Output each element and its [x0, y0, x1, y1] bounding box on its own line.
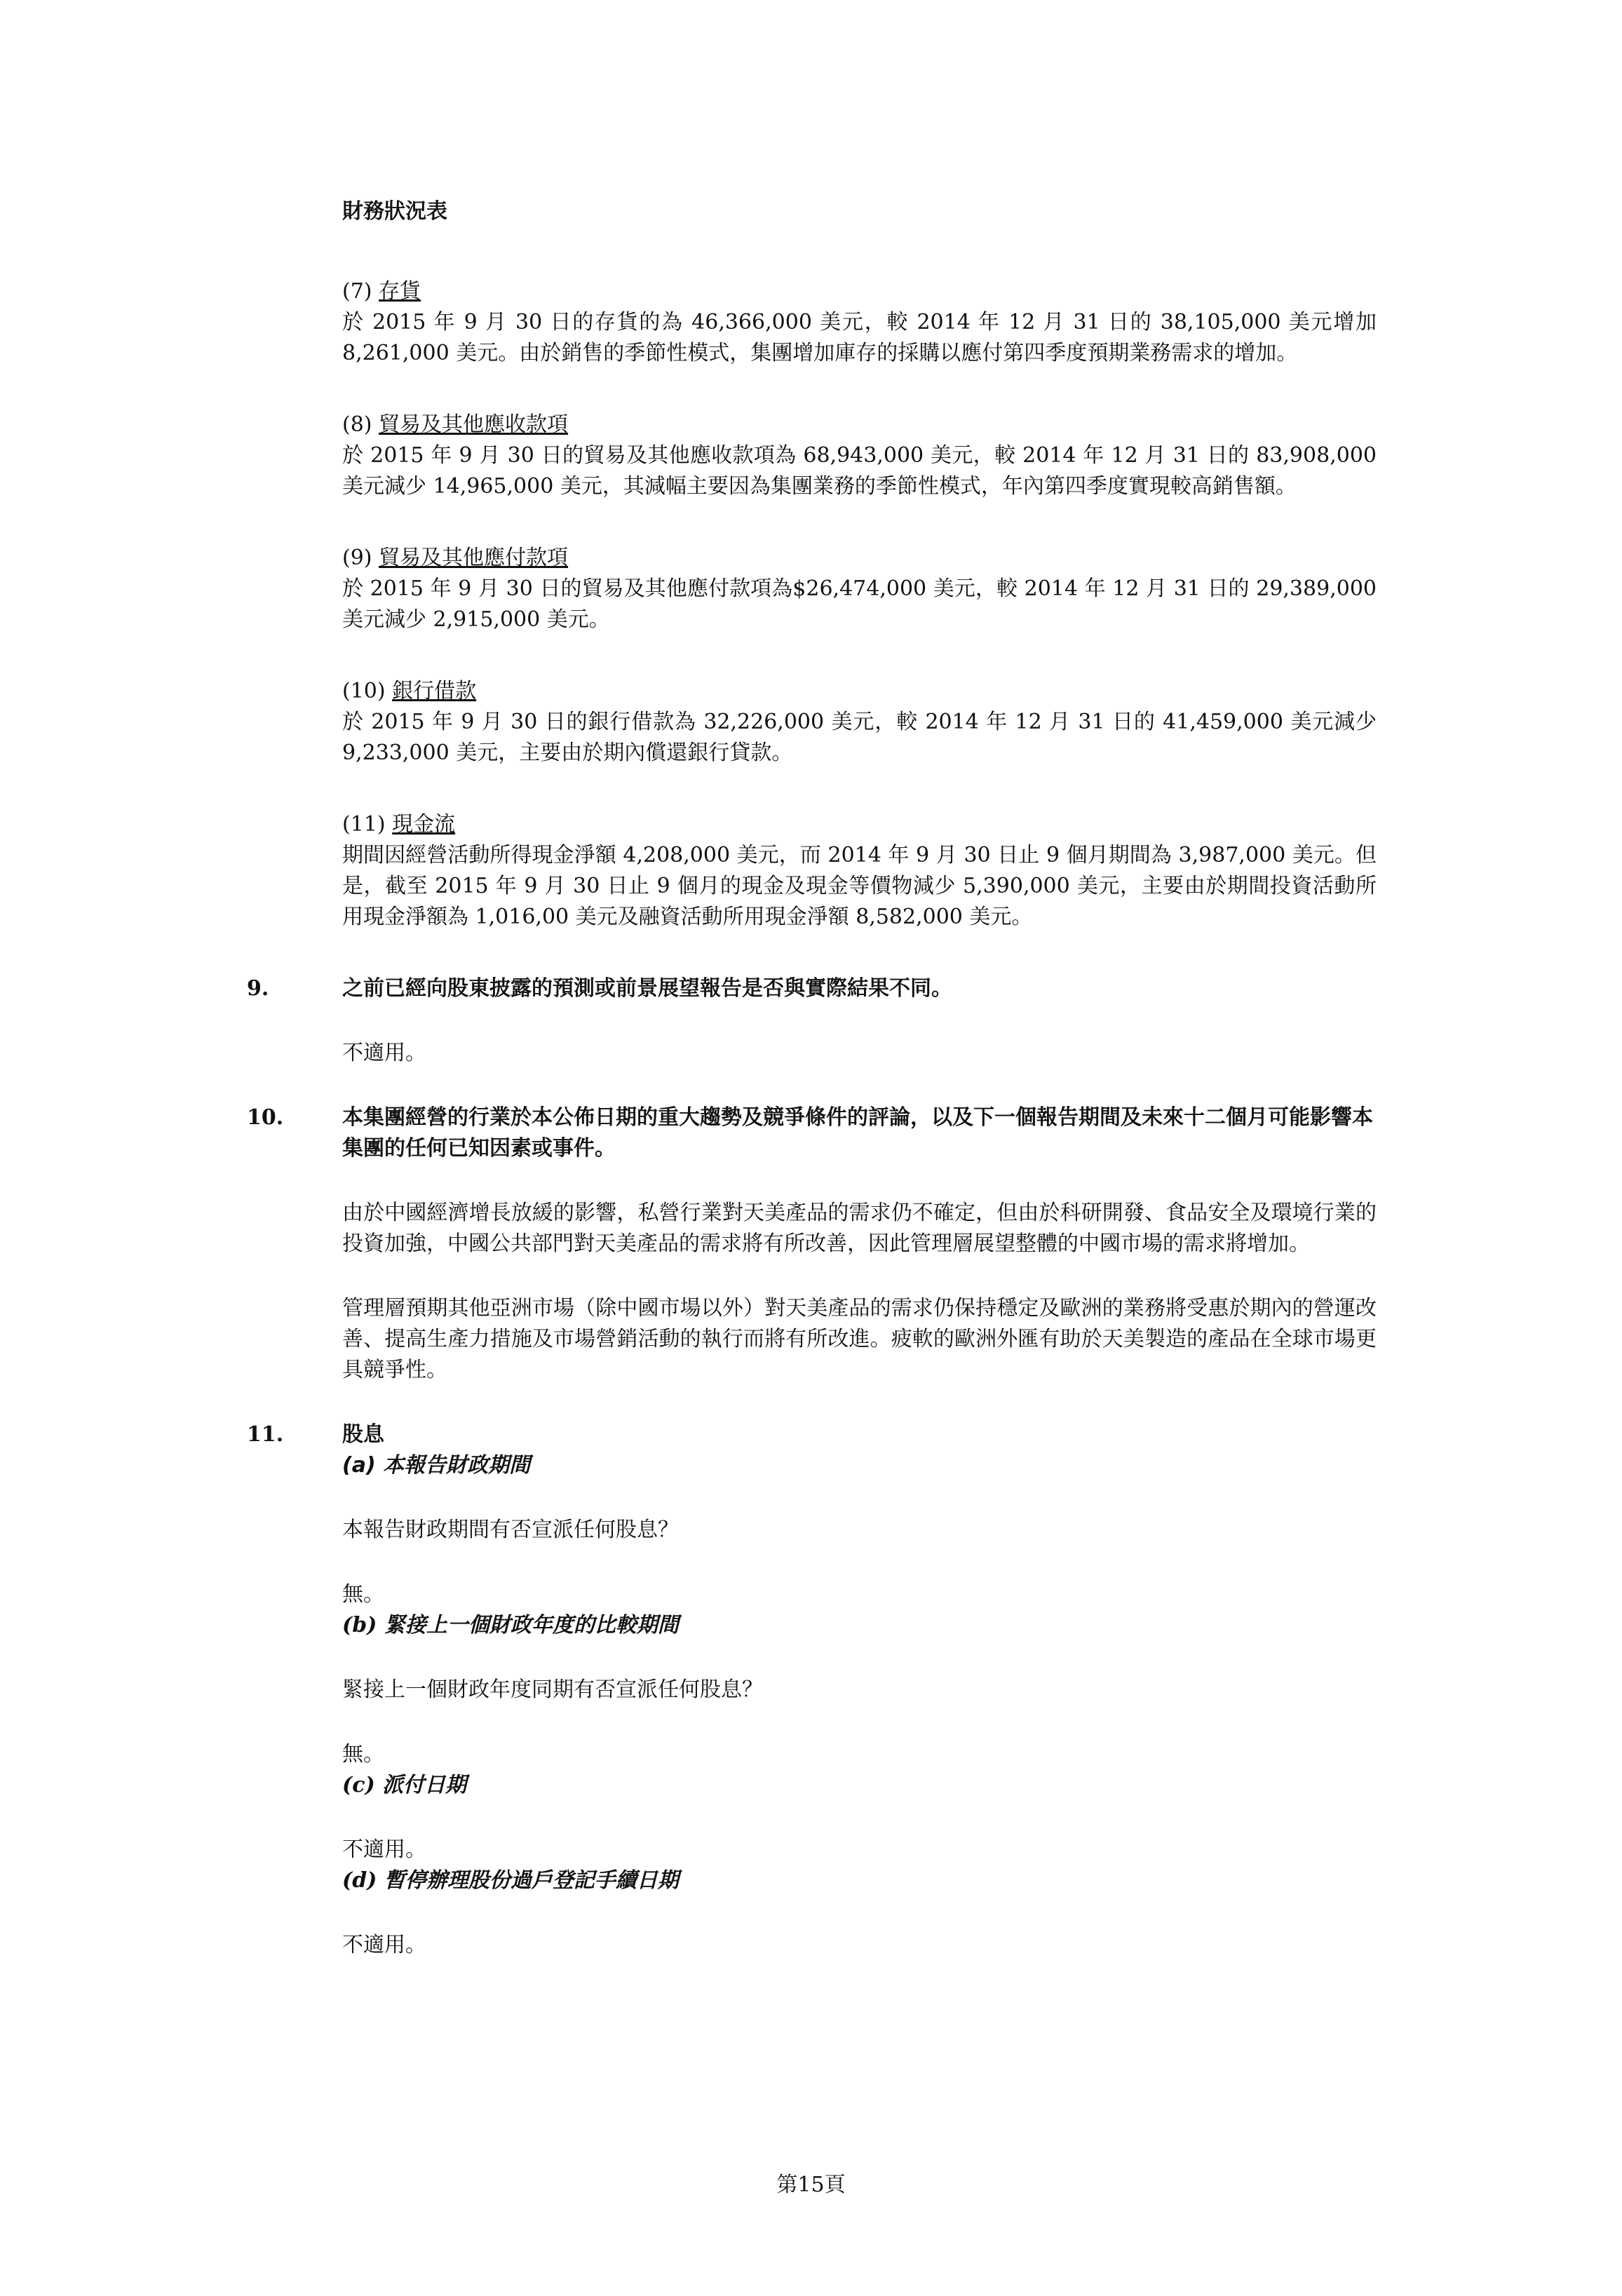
section-answer: 不適用。: [342, 1041, 426, 1065]
section-11: [247, 1419, 1377, 1961]
subsection-answer: 不適用。: [342, 1837, 426, 1862]
section-number: 9.: [247, 976, 269, 1001]
item-number: (10): [342, 679, 386, 703]
item-text: 於 2015 年 9 月 30 日的貿易及其他應付款項為$26,474,000 美元，較 2014 年 12 月 31 日的 29,389,000 美元減少 2,915,000 美元。: [342, 576, 1377, 632]
item-text: 於 2015 年 9 月 30 日的存貨的為 46,366,000 美元，較 2014 年 12 月 31 日的 38,105,000 美元增加 8,261,000 美元。由於銷售的季節性模式，集團增加庫存的採購以應付第四季度預期業務需求的增加。: [342, 310, 1377, 365]
subsection-text: 暫停辦理股份過戶登記手續日期: [384, 1868, 679, 1893]
subsection-a-title: [342, 1450, 1377, 1481]
item-title: [342, 809, 1377, 840]
item-label: 銀行借款: [392, 679, 477, 703]
section-heading: 股息: [342, 1422, 384, 1447]
item-label: 貿易及其他應付款項: [379, 546, 569, 570]
item-title: [342, 543, 1377, 574]
section-paragraph: 管理層預期其他亞洲市場（除中國市場以外）對天美產品的需求仍保持穩定及歐洲的業務將受惠於期內的營運改善、提高生產力措施及市場營銷活動的執行而將有所改進。疲軟的歐洲外匯有助於天美製造的產品在全球市場更具競爭性。: [342, 1296, 1377, 1382]
page-content: [247, 196, 1377, 1994]
subsection-b-title: [342, 1610, 1377, 1641]
subsection-answer: 無。: [342, 1742, 384, 1767]
item-label: 存貨: [379, 279, 421, 304]
item-title: [342, 410, 1377, 440]
subsection-text: 派付日期: [382, 1773, 467, 1797]
item-title: [342, 676, 1377, 707]
section-10: [247, 1102, 1377, 1386]
item-number: (7): [342, 279, 372, 304]
section-9: [247, 973, 1377, 1069]
subsection-label: (a): [342, 1453, 376, 1478]
item-title: [342, 276, 1377, 307]
page-number: 第15頁: [776, 2173, 846, 2197]
subsection-c-title: [342, 1770, 1377, 1801]
subsection-question: 緊接上一個財政年度同期有否宣派任何股息？: [342, 1677, 763, 1702]
subsection-label: (c): [342, 1773, 375, 1797]
subsection-text: 緊接上一個財政年度的比較期間: [384, 1613, 679, 1637]
subsection-answer: 不適用。: [342, 1933, 426, 1957]
item-cash-flow: [342, 809, 1377, 933]
item-trade-payables: [342, 543, 1377, 635]
section-number: 11.: [247, 1422, 284, 1447]
section-heading: 之前已經向股東披露的預測或前景展望報告是否與實際結果不同。: [342, 976, 952, 1001]
subsection-text: 本報告財政期間: [383, 1453, 531, 1478]
item-text: 於 2015 年 9 月 30 日的銀行借款為 32,226,000 美元，較 2014 年 12 月 31 日的 41,459,000 美元減少 9,233,000 美元，主要由於期內償還銀行貸款。: [342, 710, 1377, 765]
item-text: 於 2015 年 9 月 30 日的貿易及其他應收款項為 68,943,000 美元，較 2014 年 12 月 31 日的 83,908,000 美元減少 14,965,000 美元，其減幅主要因為集團業務的季節性模式，年內第四季度實現較高銷售額。: [342, 443, 1377, 499]
item-label: 現金流: [392, 812, 456, 837]
subsection-label: (b): [342, 1613, 377, 1637]
subsection-question: 本報告財政期間有否宣派任何股息？: [342, 1518, 679, 1542]
item-label: 貿易及其他應收款項: [379, 412, 569, 437]
section-heading: 本集團經營的行業於本公佈日期的重大趨勢及競爭條件的評論，以及下一個報告期間及未來十二個月可能影響本集團的任何已知因素或事件。: [342, 1105, 1373, 1161]
item-text: 期間因經營活動所得現金淨額 4,208,000 美元，而 2014 年 9 月 30 日止 9 個月期間為 3,987,000 美元。但是，截至 2015 年 9 月 30 日止 9 個月的現金及現金等價物減少 5,390,000 美元，主要由於期間投資活動所用現金淨額為 1,016,00 美元及融資活動所用現金淨額 8,582,000 美元。: [342, 843, 1377, 929]
section-title: 財務狀況表: [342, 199, 447, 224]
section-paragraph: 由於中國經濟增長放緩的影響，私營行業對天美產品的需求仍不確定，但由於科研開發、食品安全及環境行業的投資加強，中國公共部門對天美產品的需求將有所改善，因此管理層展望整體的中國市場的需求將增加。: [342, 1201, 1377, 1256]
subsection-label: (d): [342, 1868, 377, 1893]
item-inventory: [342, 276, 1377, 369]
section-number: 10.: [247, 1105, 284, 1130]
item-bank-borrowings: [342, 676, 1377, 769]
item-trade-receivables: [342, 410, 1377, 502]
subsection-answer: 無。: [342, 1582, 384, 1607]
item-number: (9): [342, 546, 372, 570]
item-number: (8): [342, 412, 372, 437]
item-number: (11): [342, 812, 386, 837]
subsection-d-title: [342, 1865, 1377, 1896]
